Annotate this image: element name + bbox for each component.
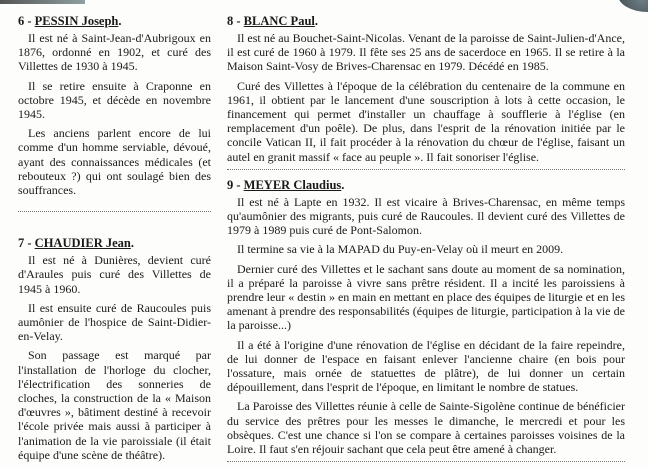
scan-corner-decoration <box>618 0 648 12</box>
scan-edge-decoration <box>0 0 85 4</box>
dotted-separator <box>227 169 625 170</box>
entry-heading: 9 - MEYER Claudius. <box>227 177 345 192</box>
entry-heading: 8 - BLANC Paul. <box>227 14 318 28</box>
paragraph: La Paroisse des Villettes réunie à celle de Sainte-Sigolène continue de bénéficier du service des prêtres pour les messes le dimanche, le mercredi et pour les obsèques. C'est une chance si l'on se compare à certaines paroisses voisines de la Loire. Il faut s'en réjouir sachant que cela peut être amené à changer. <box>227 399 625 457</box>
entry-heading: 7 - CHAUDIER Jean. <box>18 236 134 251</box>
paragraph: Il termine sa vie à la MAPAD du Puy-en-Velay où il meurt en 2009. <box>237 242 564 257</box>
paragraph: Il a été à l'origine d'une rénovation de l'église en décidant de la faire repeindre, de lui donner de l'espace en faisant enlever l'ancienne chaire (en bois pour l'ossature, mais ornée de statuettes de plâtre), de lui donner un certain dépouillement, dans l'esprit de l'époque, en limitant le nombre de statues. <box>227 337 625 395</box>
entry-blanc <box>227 14 625 164</box>
entry-pessin <box>18 14 211 197</box>
right-column <box>227 14 625 462</box>
dotted-separator <box>18 211 211 212</box>
priest-name: CHAUDIER Jean <box>34 236 131 251</box>
priest-name: PESSIN Joseph <box>34 14 119 28</box>
paragraph: Il est né à Dunières, devient curé d'Araules puis curé des Villettes de 1945 à 1960. <box>18 253 211 296</box>
paragraph: Il est né à Lapte en 1932. Il est vicaire à Brives-Charensac, en même temps qu'aumônier des migrants, puis curé de Raucoules. Il devient curé des Villettes de 1979 à 1989 puis curé de Pont-Salomon. <box>227 194 625 238</box>
priest-name: BLANC Paul <box>243 14 315 28</box>
entry-chaudier <box>18 236 211 462</box>
paragraph: Il se retire ensuite à Craponne en octobre 1945, et décède en novembre 1945. <box>18 78 211 122</box>
entry-meyer <box>227 178 625 456</box>
left-column <box>18 14 211 467</box>
paragraph: Les anciens parlent encore de lui comme d'un homme serviable, dévoué, ayant des connaissances médicales (et rebouteux ?) qui ont soulagé bien des souffrances. <box>18 126 211 198</box>
dotted-separator <box>227 461 625 462</box>
priest-name: MEYER Claudius <box>243 177 342 192</box>
paragraph: Curé des Villettes à l'époque de la célébration du centenaire de la commune en 1961, il obtient par le lancement d'une souscription à lots à cette occasion, le financement qui permet d'installer un chauffage à soufflerie à l'église (en remplacement d'un poêle). De plus, dans l'esprit de la rénovation initiée par le concile Vatican II, il fait procéder à la rénovation du chœur de l'église, faisant un autel en granit massif « face au peuple ». Il fait sonoriser l'église. <box>227 78 625 164</box>
paragraph: Il est né au Bouchet-Saint-Nicolas. Venant de la paroisse de Saint-Julien-d'Ance, il est curé de 1960 à 1979. Il fête ses 25 ans de sacerdoce en 1965. Il se retire à la Maison Saint-Vosy de Brives-Charensac en 1979. Décédé en 1985. <box>227 31 625 74</box>
paragraph: Il est né à Saint-Jean-d'Aubrigoux en 1876, ordonné en 1902, et curé des Villettes de 1930 à 1945. <box>18 31 211 74</box>
paragraph: Dernier curé des Villettes et le sachant sans doute au moment de sa nomination, il a préparé la paroisse à vivre sans prêtre résident. Il a incité les paroissiens à prendre leur « destin » en main en mettant en place des équipes de liturgie et en les amenant à prendre des responsabilités (équipes de liturgie, participation à la vie de la paroisse...) <box>227 261 625 333</box>
paragraph: Il est ensuite curé de Raucoules puis aumônier de l'hospice de Saint-Didier-en-Velay. <box>18 300 211 344</box>
paragraph: Son passage est marqué par l'installation de l'horloge du clocher, l'électrification des sonneries de cloches, la construction de la « Maison d'œuvres », bâtiment destiné à recevoir l'école privée mais aussi à participer à l'animation de la vie paroissiale (il était équipe d'une scène de théâtre). <box>18 348 211 462</box>
entry-heading: 6 - PESSIN Joseph. <box>18 14 122 28</box>
